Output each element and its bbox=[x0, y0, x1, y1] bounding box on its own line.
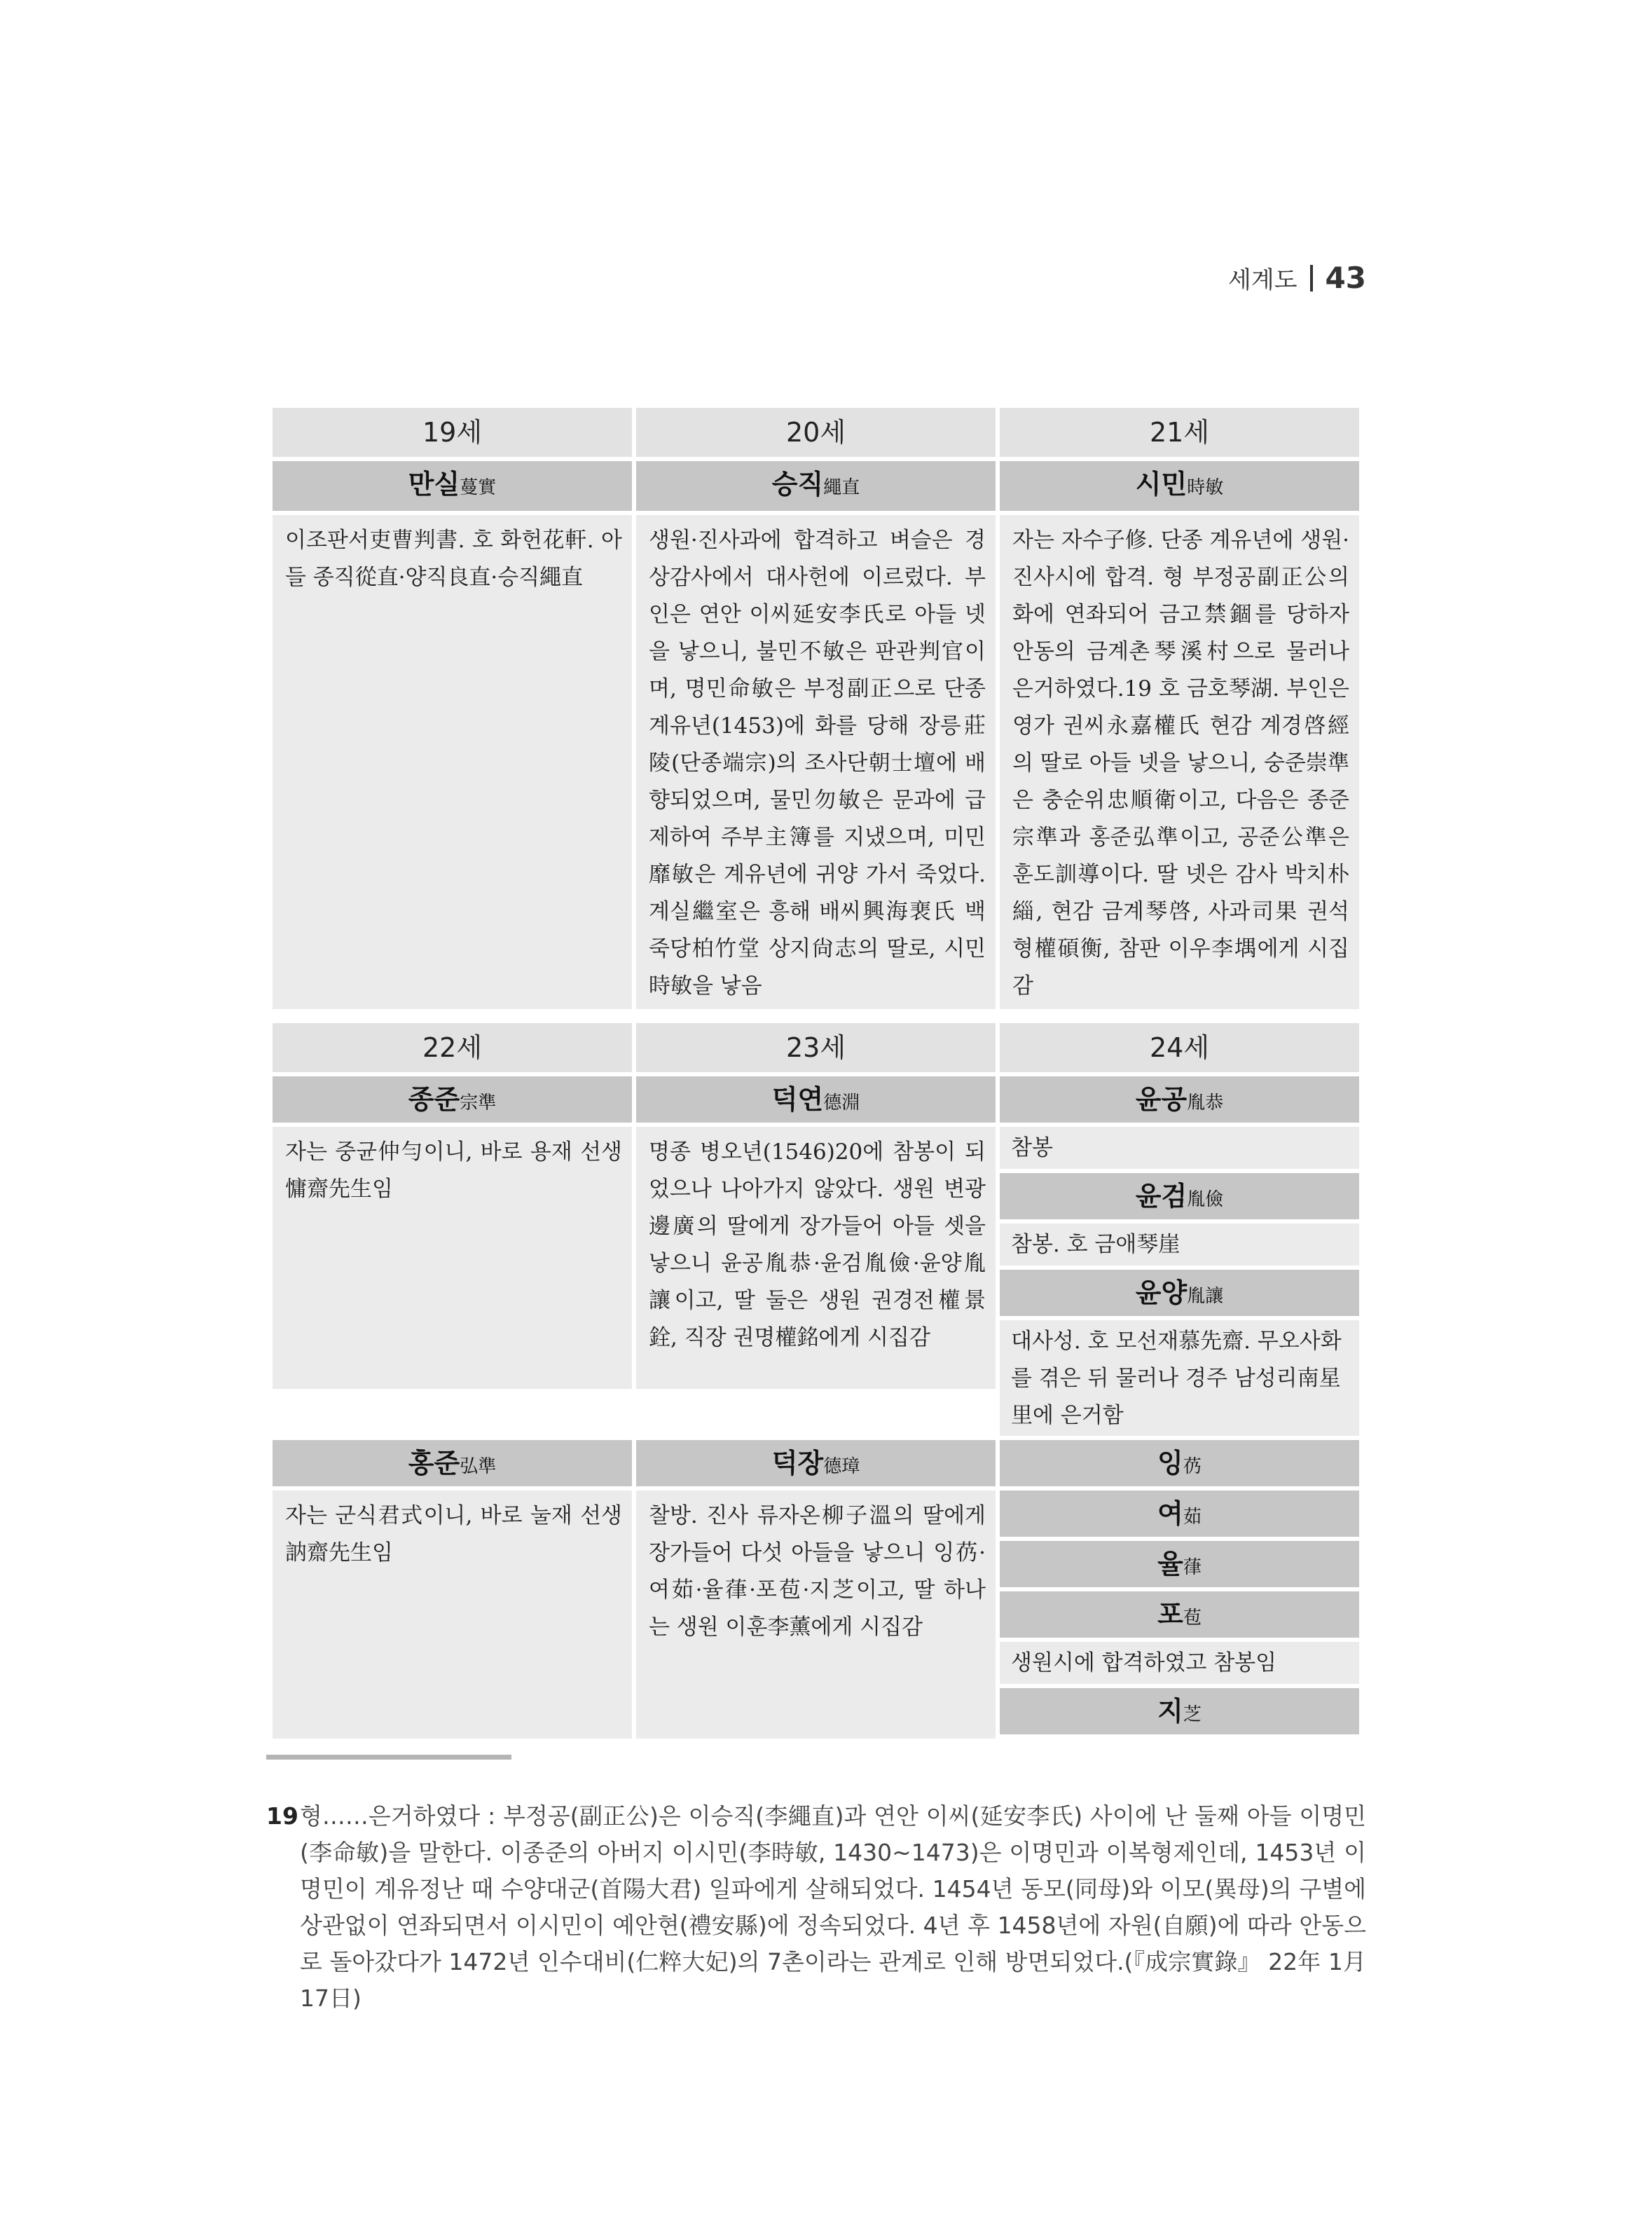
person-name-cell bbox=[636, 1440, 996, 1486]
generation-header: 19세 bbox=[273, 408, 632, 457]
person-name: 잉 bbox=[1157, 1448, 1183, 1479]
person-name-hanja: 苞 bbox=[1183, 1608, 1202, 1629]
generation-header: 23세 bbox=[636, 1023, 996, 1072]
person-name-hanja: 時敏 bbox=[1187, 477, 1224, 498]
person-note: 참봉 bbox=[1000, 1127, 1359, 1169]
person-name-cell bbox=[1000, 461, 1359, 511]
children-stack bbox=[1000, 1076, 1359, 1436]
person-block bbox=[273, 1076, 632, 1436]
person-description: 명종 병오년(1546)20에 참봉이 되었으나 나아가지 않았다. 생원 변광邊廣의 딸에게 장가들어 아들 셋을 낳으니 윤공胤恭·윤검胤儉·윤양胤讓이고, 딸 둘은 생원 권경전權景銓, 직장 권명權銘에게 시집감 bbox=[636, 1127, 996, 1389]
genealogy-table-2 bbox=[268, 1023, 1363, 1739]
genealogy-table-1 bbox=[268, 408, 1363, 1009]
person-name-cell bbox=[1000, 1173, 1359, 1219]
person-name-hanja: 胤儉 bbox=[1187, 1189, 1224, 1210]
generation-header: 22세 bbox=[273, 1023, 632, 1072]
person-block bbox=[636, 1440, 996, 1739]
footnote-text: 형……은거하였다 : 부정공(副正公)은 이승직(李繩直)과 연안 이씨(延安李氏) 사이에 난 둘째 아들 이명민(李命敏)을 말한다. 이종준의 아버지 이시민(李時敏, 1430~1473)은 이명민과 이복형제인데, 1453년 이명민이 계유정난 때 수양대군(首陽大君) 일파에게 살해되었다. 1454년 동모(同母)와 이모(異母)의 구별에 상관없이 연좌되면서 이시민이 예안현(禮安縣)에 정속되었다. 4년 후 1458년에 자원(自願)에 따라 안동으로 돌아갔다가 1472년 인수대비(仁粹大妃)의 7촌이라는 관계로 인해 방면되었다.(『成宗實錄』 22年 1月 17日) bbox=[300, 1802, 1366, 2012]
person-name: 덕장 bbox=[771, 1448, 824, 1479]
person-name: 종준 bbox=[408, 1084, 460, 1115]
person-name-cell bbox=[1000, 1440, 1359, 1486]
person-block bbox=[636, 1076, 996, 1436]
person-description: 자는 중균仲勻이니, 바로 용재 선생慵齋先生임 bbox=[273, 1127, 632, 1389]
person-name: 덕연 bbox=[771, 1084, 824, 1115]
person-name-hanja: 胤讓 bbox=[1187, 1286, 1224, 1307]
footnote-number: 19 bbox=[266, 1802, 298, 1830]
person-description: 자는 자수子修. 단종 계유년에 생원·진사시에 합격. 형 부정공副正公의 화에 연좌되어 금고禁錮를 당하자 안동의 금계촌琴溪村으로 물러나 은거하였다.19 호 금호琴湖. 부인은 영가 권씨永嘉權氏 현감 계경啓經의 딸로 아들 넷을 낳으니, 숭준崇準은 충순위忠順衛이고, 다음은 종준宗準과 홍준弘準이고, 공준公準은 훈도訓導이다. 딸 넷은 감사 박치朴緇, 현감 금계琴啓, 사과司果 권석형權碩衡, 참판 이우李堣에게 시집감 bbox=[1000, 515, 1359, 1009]
person-name: 율 bbox=[1157, 1549, 1183, 1579]
person-name-cell bbox=[1000, 1688, 1359, 1734]
person-name-hanja: 芝 bbox=[1183, 1704, 1202, 1725]
person-name-hanja: 葎 bbox=[1183, 1557, 1202, 1578]
footnote bbox=[266, 1798, 1366, 2017]
person-name-hanja: 蔓實 bbox=[460, 477, 497, 498]
person-name: 만실 bbox=[408, 469, 460, 500]
section-title: 세계도 bbox=[1228, 266, 1297, 294]
person-name-cell bbox=[273, 1076, 632, 1123]
person-description: 이조판서吏曹判書. 호 화헌花軒. 아들 종직從直·양직良直·승직繩直 bbox=[273, 515, 632, 1009]
person-name: 지 bbox=[1157, 1696, 1183, 1727]
person-name-cell bbox=[1000, 1591, 1359, 1638]
person-name-hanja: 弘準 bbox=[460, 1456, 497, 1477]
person-name: 여 bbox=[1157, 1498, 1183, 1529]
person-name-hanja: 茹 bbox=[1183, 1507, 1202, 1528]
person-name: 승직 bbox=[771, 469, 824, 500]
header-divider bbox=[1310, 265, 1313, 292]
person-name: 윤양 bbox=[1135, 1277, 1188, 1308]
person-name-hanja: 芿 bbox=[1183, 1456, 1202, 1477]
person-name-cell bbox=[273, 1440, 632, 1486]
person-note: 생원시에 합격하였고 참봉임 bbox=[1000, 1642, 1359, 1684]
person-name-cell bbox=[273, 461, 632, 511]
person-name-hanja: 德淵 bbox=[823, 1092, 860, 1113]
person-name: 시민 bbox=[1135, 469, 1188, 500]
running-header bbox=[1228, 261, 1366, 295]
person-description: 자는 군식君式이니, 바로 눌재 선생訥齋先生임 bbox=[273, 1491, 632, 1739]
person-description: 생원·진사과에 합격하고 벼슬은 경상감사에서 대사헌에 이르렀다. 부인은 연안 이씨延安李氏로 아들 넷을 낳으니, 불민不敏은 판관判官이며, 명민命敏은 부정副正으로 단종 계유년(1453)에 화를 당해 장릉莊陵(단종端宗)의 조사단朝士壇에 배향되었으며, 물민勿敏은 문과에 급제하여 주부主簿를 지냈으며, 미민靡敏은 계유년에 귀양 가서 죽었다. 계실繼室은 흥해 배씨興海裵氏 백죽당柏竹堂 상지尙志의 딸로, 시민時敏을 낳음 bbox=[636, 515, 996, 1009]
person-name-hanja: 胤恭 bbox=[1187, 1092, 1224, 1113]
person-name-cell bbox=[1000, 1076, 1359, 1123]
person-name: 윤공 bbox=[1135, 1084, 1188, 1115]
generation-header: 20세 bbox=[636, 408, 996, 457]
children-stack bbox=[1000, 1440, 1359, 1739]
person-description: 찰방. 진사 류자온柳子溫의 딸에게 장가들어 다섯 아들을 낳으니 잉芿·여茹·율葎·포苞·지芝이고, 딸 하나는 생원 이훈李薰에게 시집감 bbox=[636, 1491, 996, 1739]
person-name-cell bbox=[636, 461, 996, 511]
generation-header: 21세 bbox=[1000, 408, 1359, 457]
person-name-cell bbox=[636, 1076, 996, 1123]
person-name: 윤검 bbox=[1135, 1181, 1188, 1212]
person-name-cell bbox=[1000, 1541, 1359, 1587]
person-name-hanja: 德璋 bbox=[823, 1456, 860, 1477]
person-name-cell bbox=[1000, 1270, 1359, 1316]
person-name: 홍준 bbox=[408, 1448, 460, 1479]
footnote-divider bbox=[266, 1755, 511, 1760]
person-note: 참봉. 호 금애琴崖 bbox=[1000, 1224, 1359, 1266]
generation-header: 24세 bbox=[1000, 1023, 1359, 1072]
person-name: 포 bbox=[1157, 1599, 1183, 1630]
person-note: 대사성. 호 모선재慕先齋. 무오사화를 겪은 뒤 물러나 경주 남성리南星里에 은거함 bbox=[1000, 1320, 1359, 1436]
person-name-hanja: 繩直 bbox=[823, 477, 860, 498]
person-name-cell bbox=[1000, 1491, 1359, 1537]
person-name-hanja: 宗準 bbox=[460, 1092, 497, 1113]
page-number: 43 bbox=[1325, 261, 1366, 295]
person-block bbox=[273, 1440, 632, 1739]
